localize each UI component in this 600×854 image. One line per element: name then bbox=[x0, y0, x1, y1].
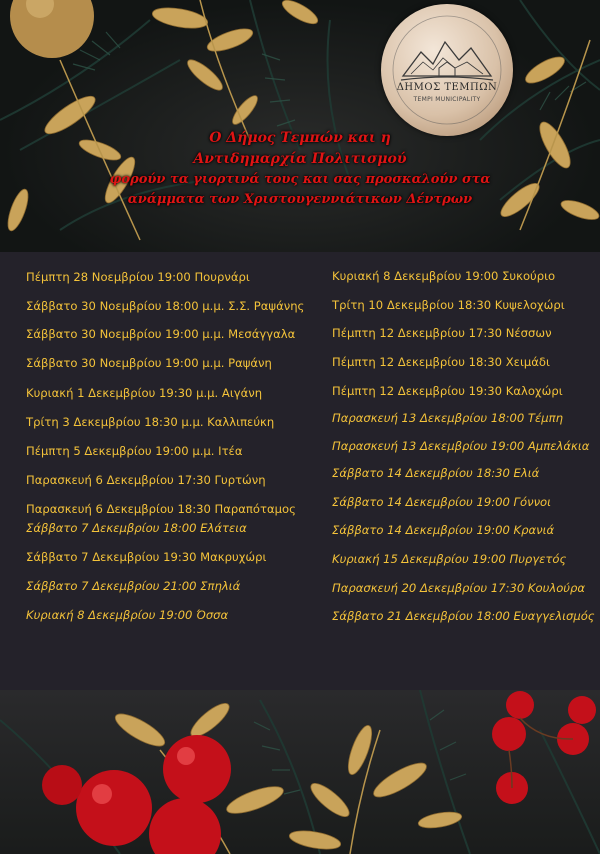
schedule-item: Πέμπτη 28 Νοεμβρίου 19:00 Πουρνάρι bbox=[26, 270, 250, 284]
schedule-item: Σάββατο 14 Δεκεμβρίου 19:00 Κρανιά bbox=[332, 523, 555, 537]
schedule-item: Τρίτη 10 Δεκεμβρίου 18:30 Κυψελοχώρι bbox=[332, 298, 565, 312]
schedule-item: Πέμπτη 12 Δεκεμβρίου 18:30 Χειμάδι bbox=[332, 355, 550, 369]
schedule-item: Πέμπτη 12 Δεκεμβρίου 17:30 Νέσσων bbox=[332, 326, 552, 340]
headline-line-3: φορούν τα γιορτινά τους και σας προσκαλούν στα bbox=[109, 172, 491, 187]
schedule-item: Σάββατο 14 Δεκεμβρίου 19:00 Γόννοι bbox=[332, 495, 552, 509]
schedule-item: Σάββατο 7 Δεκεμβρίου 19:30 Μακρυχώρι bbox=[26, 550, 267, 564]
headline-line-2: Αντιδημαρχία Πολιτισμού bbox=[193, 151, 407, 167]
top-decoration bbox=[0, 0, 600, 252]
headline bbox=[0, 128, 600, 210]
schedule-item: Σάββατο 30 Νοεμβρίου 19:00 μ.μ. Μεσάγγαλα bbox=[26, 327, 296, 341]
bottom-decoration bbox=[0, 690, 600, 854]
schedule-item: Πέμπτη 5 Δεκεμβρίου 19:00 μ.μ. Ιτέα bbox=[26, 444, 243, 458]
bottom-foliage-illustration bbox=[0, 690, 600, 854]
headline-line-4: ανάμματα των Χριστουγεννιάτικων Δέντρων bbox=[127, 192, 473, 207]
schedule-item: Παρασκευή 13 Δεκεμβρίου 19:00 Αμπελάκια bbox=[332, 439, 590, 453]
schedule-item: Τρίτη 3 Δεκεμβρίου 18:30 μ.μ. Καλλιπεύκη bbox=[26, 415, 275, 429]
schedule-item: Πέμπτη 12 Δεκεμβρίου 19:30 Καλοχώρι bbox=[332, 384, 563, 398]
schedule-item: Κυριακή 8 Δεκεμβρίου 19:00 Όσσα bbox=[26, 608, 229, 622]
logo-subtitle: TEMPI MUNICIPALITY bbox=[413, 96, 481, 103]
schedule-item: Σάββατο 21 Δεκεμβρίου 18:00 Ευαγγελισμός bbox=[332, 609, 595, 623]
schedule-item: Σάββατο 7 Δεκεμβρίου 18:00 Ελάτεια bbox=[26, 521, 247, 535]
schedule-item: Παρασκευή 6 Δεκεμβρίου 17:30 Γυρτώνη bbox=[26, 473, 266, 487]
municipality-logo bbox=[381, 4, 513, 136]
schedule-item: Κυριακή 8 Δεκεμβρίου 19:00 Συκούριο bbox=[332, 269, 556, 283]
schedule-item: Σάββατο 30 Νοεμβρίου 19:00 μ.μ. Ραψάνη bbox=[26, 356, 272, 370]
schedule-item: Παρασκευή 13 Δεκεμβρίου 18:00 Τέμπη bbox=[332, 411, 563, 425]
logo-title: ΔΗΜΟΣ ΤΕΜΠΩΝ bbox=[396, 82, 498, 93]
schedule-item: Κυριακή 1 Δεκεμβρίου 19:30 μ.μ. Αιγάνη bbox=[26, 386, 263, 400]
schedule-item: Κυριακή 15 Δεκεμβρίου 19:00 Πυργετός bbox=[332, 552, 567, 566]
schedule-item: Σάββατο 7 Δεκεμβρίου 21:00 Σπηλιά bbox=[26, 579, 241, 593]
schedule-item: Σάββατο 14 Δεκεμβρίου 18:30 Ελιά bbox=[332, 466, 540, 480]
schedule-item: Παρασκευή 6 Δεκεμβρίου 18:30 Παραπόταμος bbox=[26, 502, 296, 516]
schedule-item: Παρασκευή 20 Δεκεμβρίου 17:30 Κουλούρα bbox=[332, 581, 585, 595]
schedule-item: Σάββατο 30 Νοεμβρίου 18:00 μ.μ. Σ.Σ. Ραψάνης bbox=[26, 299, 305, 313]
headline-line-1: Ο Δήμος Τεμπών και η bbox=[209, 130, 391, 146]
